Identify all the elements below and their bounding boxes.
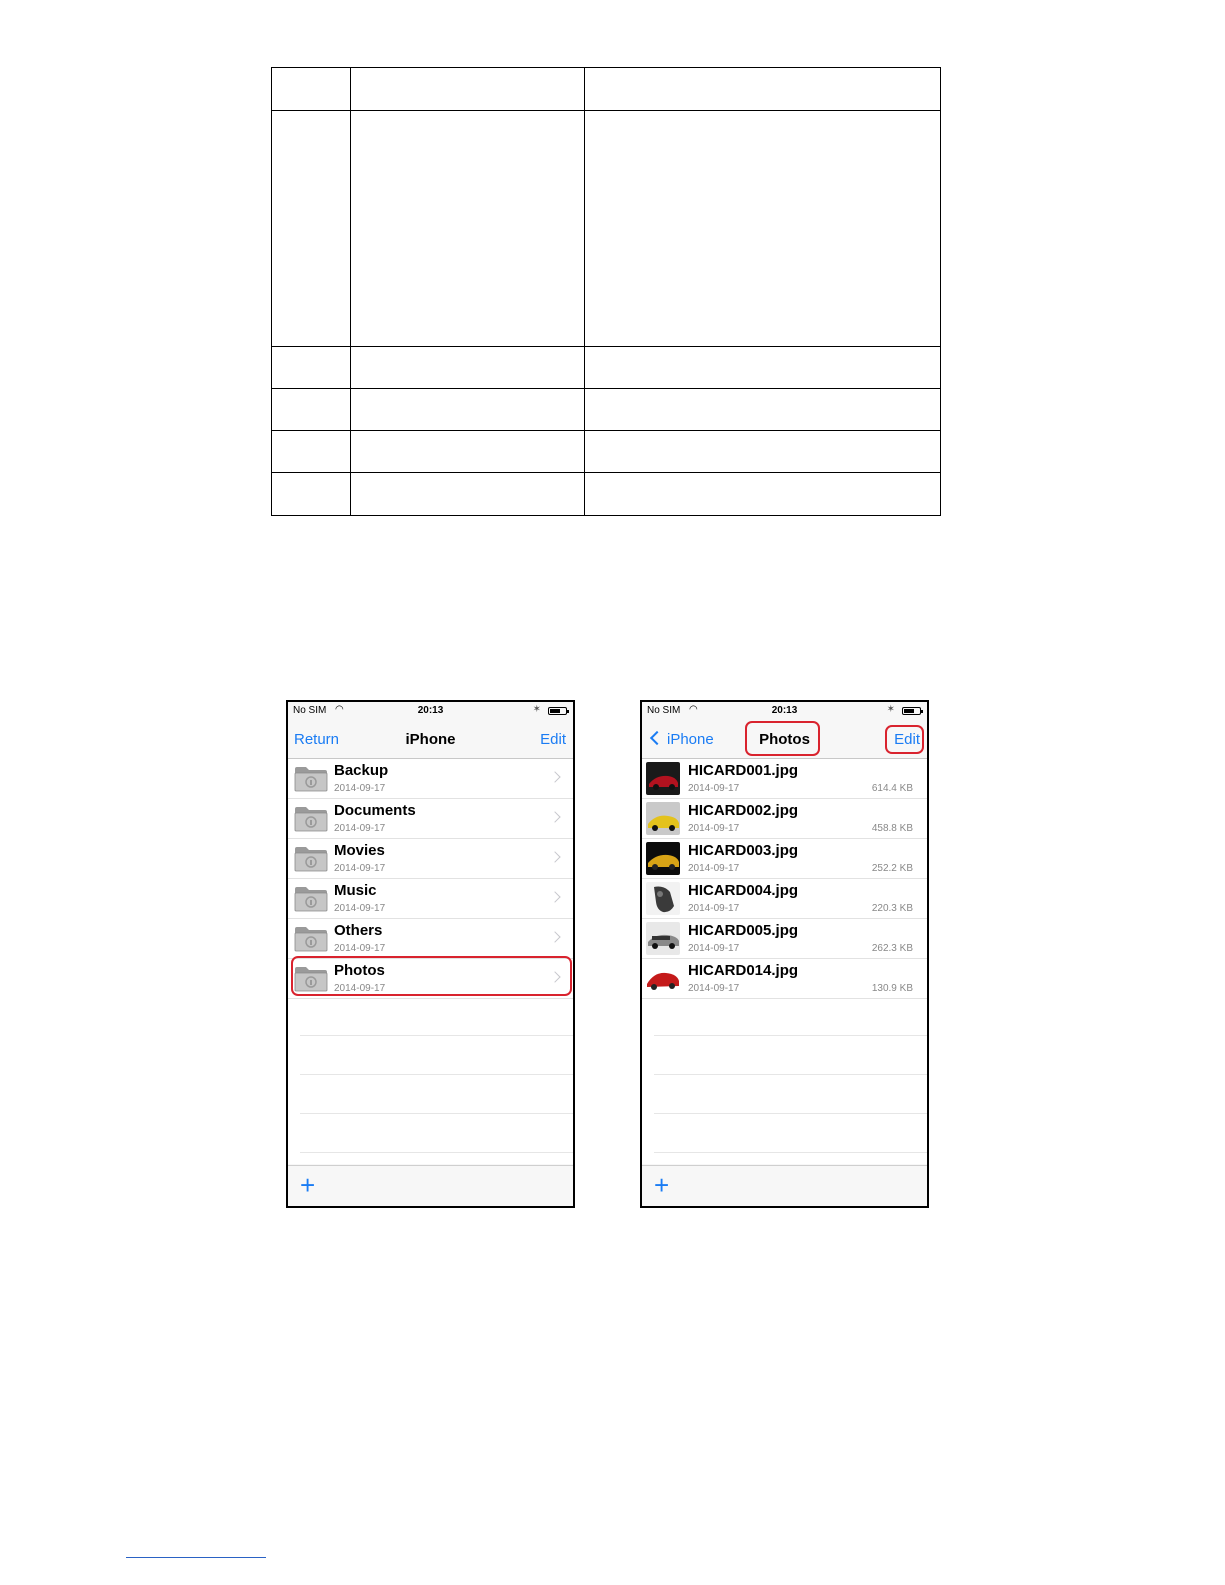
photo-list <box>642 759 927 999</box>
folder-icon <box>294 886 328 912</box>
file-size: 220.3 KB <box>871 903 913 914</box>
plus-icon[interactable]: + <box>300 1170 316 1200</box>
file-name: HICARD005.jpg <box>688 922 799 939</box>
table-cell <box>585 472 941 515</box>
chevron-right-icon <box>549 771 560 782</box>
folder-name: Others <box>334 922 383 939</box>
folder-date: 2014-09-17 <box>334 903 386 914</box>
folder-row-music[interactable] <box>288 879 573 919</box>
photo-row[interactable] <box>642 759 927 799</box>
status-time: 20:13 <box>771 705 798 716</box>
status-bar <box>642 702 927 722</box>
table-cell <box>585 111 941 347</box>
table-cell <box>351 430 585 472</box>
file-name: HICARD001.jpg <box>688 762 799 779</box>
wifi-icon: ◠ <box>689 704 698 715</box>
photo-thumbnail <box>646 842 680 875</box>
battery-icon <box>902 707 921 715</box>
status-bar <box>288 702 573 722</box>
edit-button[interactable]: Edit <box>894 731 920 748</box>
table-cell <box>272 346 351 388</box>
folder-icon <box>294 846 328 872</box>
chevron-right-icon <box>549 931 560 942</box>
table-cell <box>585 346 941 388</box>
table-cell <box>351 68 585 111</box>
bluetooth-icon: ✶ <box>886 704 895 715</box>
photo-thumbnail <box>646 922 680 955</box>
divider <box>300 1113 573 1114</box>
nav-title: iPhone <box>405 731 456 748</box>
file-size: 614.4 KB <box>871 783 913 794</box>
photo-row[interactable] <box>642 799 927 839</box>
table-cell <box>351 111 585 347</box>
table-cell <box>351 472 585 515</box>
file-name: HICARD014.jpg <box>688 962 799 979</box>
nav-title: Photos <box>759 731 810 748</box>
carrier-label: No SIM <box>293 705 327 716</box>
photo-row[interactable] <box>642 959 927 999</box>
folder-name: Movies <box>334 842 385 859</box>
folder-row-documents[interactable] <box>288 799 573 839</box>
table-cell <box>272 388 351 430</box>
file-size: 130.9 KB <box>871 983 913 994</box>
return-button[interactable]: Return <box>294 731 340 748</box>
back-button[interactable] <box>648 731 714 748</box>
status-time: 20:13 <box>417 705 444 716</box>
file-size: 458.8 KB <box>871 823 913 834</box>
folder-name: Documents <box>334 802 416 819</box>
wifi-icon: ◠ <box>335 704 344 715</box>
footnote-separator <box>126 1557 266 1558</box>
file-date: 2014-09-17 <box>688 903 740 914</box>
file-date: 2014-09-17 <box>688 863 740 874</box>
bluetooth-icon: ✶ <box>532 704 541 715</box>
chevron-right-icon <box>549 891 560 902</box>
battery-icon <box>548 707 567 715</box>
carrier-label: No SIM <box>647 705 681 716</box>
edit-highlight <box>885 725 924 754</box>
title-highlight <box>745 721 820 756</box>
table-cell <box>351 388 585 430</box>
table-cell <box>272 430 351 472</box>
photos-folder-screen <box>640 700 929 1208</box>
photo-row[interactable] <box>642 879 927 919</box>
file-name: HICARD004.jpg <box>688 882 799 899</box>
photo-row[interactable] <box>642 839 927 879</box>
divider <box>654 1113 927 1114</box>
photos-row-highlight <box>291 956 572 996</box>
empty-list-area <box>288 999 573 1164</box>
edit-button[interactable]: Edit <box>540 731 566 748</box>
document-table <box>271 67 941 516</box>
folder-row-movies[interactable] <box>288 839 573 879</box>
table-cell <box>272 472 351 515</box>
photo-thumbnail <box>646 802 680 835</box>
folder-date: 2014-09-17 <box>334 863 386 874</box>
file-name: HICARD003.jpg <box>688 842 799 859</box>
chevron-right-icon <box>549 811 560 822</box>
chevron-right-icon <box>549 851 560 862</box>
folder-name: Backup <box>334 762 389 779</box>
divider <box>654 1152 927 1153</box>
folder-icon <box>294 926 328 952</box>
folder-row-others[interactable] <box>288 919 573 959</box>
chevron-left-icon <box>650 731 664 745</box>
file-date: 2014-09-17 <box>688 823 740 834</box>
divider <box>300 1152 573 1153</box>
folder-date: 2014-09-17 <box>334 783 386 794</box>
file-date: 2014-09-17 <box>688 783 740 794</box>
back-label: iPhone <box>667 731 714 748</box>
photo-thumbnail <box>646 762 680 795</box>
divider <box>654 1074 927 1075</box>
folder-icon <box>294 806 328 832</box>
folder-name: Music <box>334 882 377 899</box>
folder-row-backup[interactable] <box>288 759 573 799</box>
photo-row[interactable] <box>642 919 927 959</box>
table-cell <box>272 111 351 347</box>
table-cell <box>585 388 941 430</box>
folder-date: 2014-09-17 <box>334 943 386 954</box>
table-cell <box>585 68 941 111</box>
file-size: 252.2 KB <box>871 863 913 874</box>
iphone-folder-screen <box>286 700 575 1208</box>
photo-thumbnail <box>646 962 680 995</box>
file-size: 262.3 KB <box>871 943 913 954</box>
folder-date: 2014-09-17 <box>334 823 386 834</box>
table-cell <box>272 68 351 111</box>
file-date: 2014-09-17 <box>688 943 740 954</box>
bottom-toolbar <box>288 1165 573 1206</box>
file-name: HICARD002.jpg <box>688 802 799 819</box>
photo-thumbnail <box>646 882 680 915</box>
folder-icon <box>294 766 328 792</box>
empty-list-area <box>642 999 927 1164</box>
file-date: 2014-09-17 <box>688 983 740 994</box>
table-cell <box>351 346 585 388</box>
plus-icon[interactable]: + <box>654 1170 670 1200</box>
table-cell <box>585 430 941 472</box>
navigation-bar <box>288 722 573 759</box>
divider <box>654 1035 927 1036</box>
divider <box>300 1074 573 1075</box>
folder-date: 2014-09-17 <box>334 983 386 994</box>
folder-name: Photos <box>334 962 385 979</box>
divider <box>300 1035 573 1036</box>
bottom-toolbar <box>642 1165 927 1206</box>
